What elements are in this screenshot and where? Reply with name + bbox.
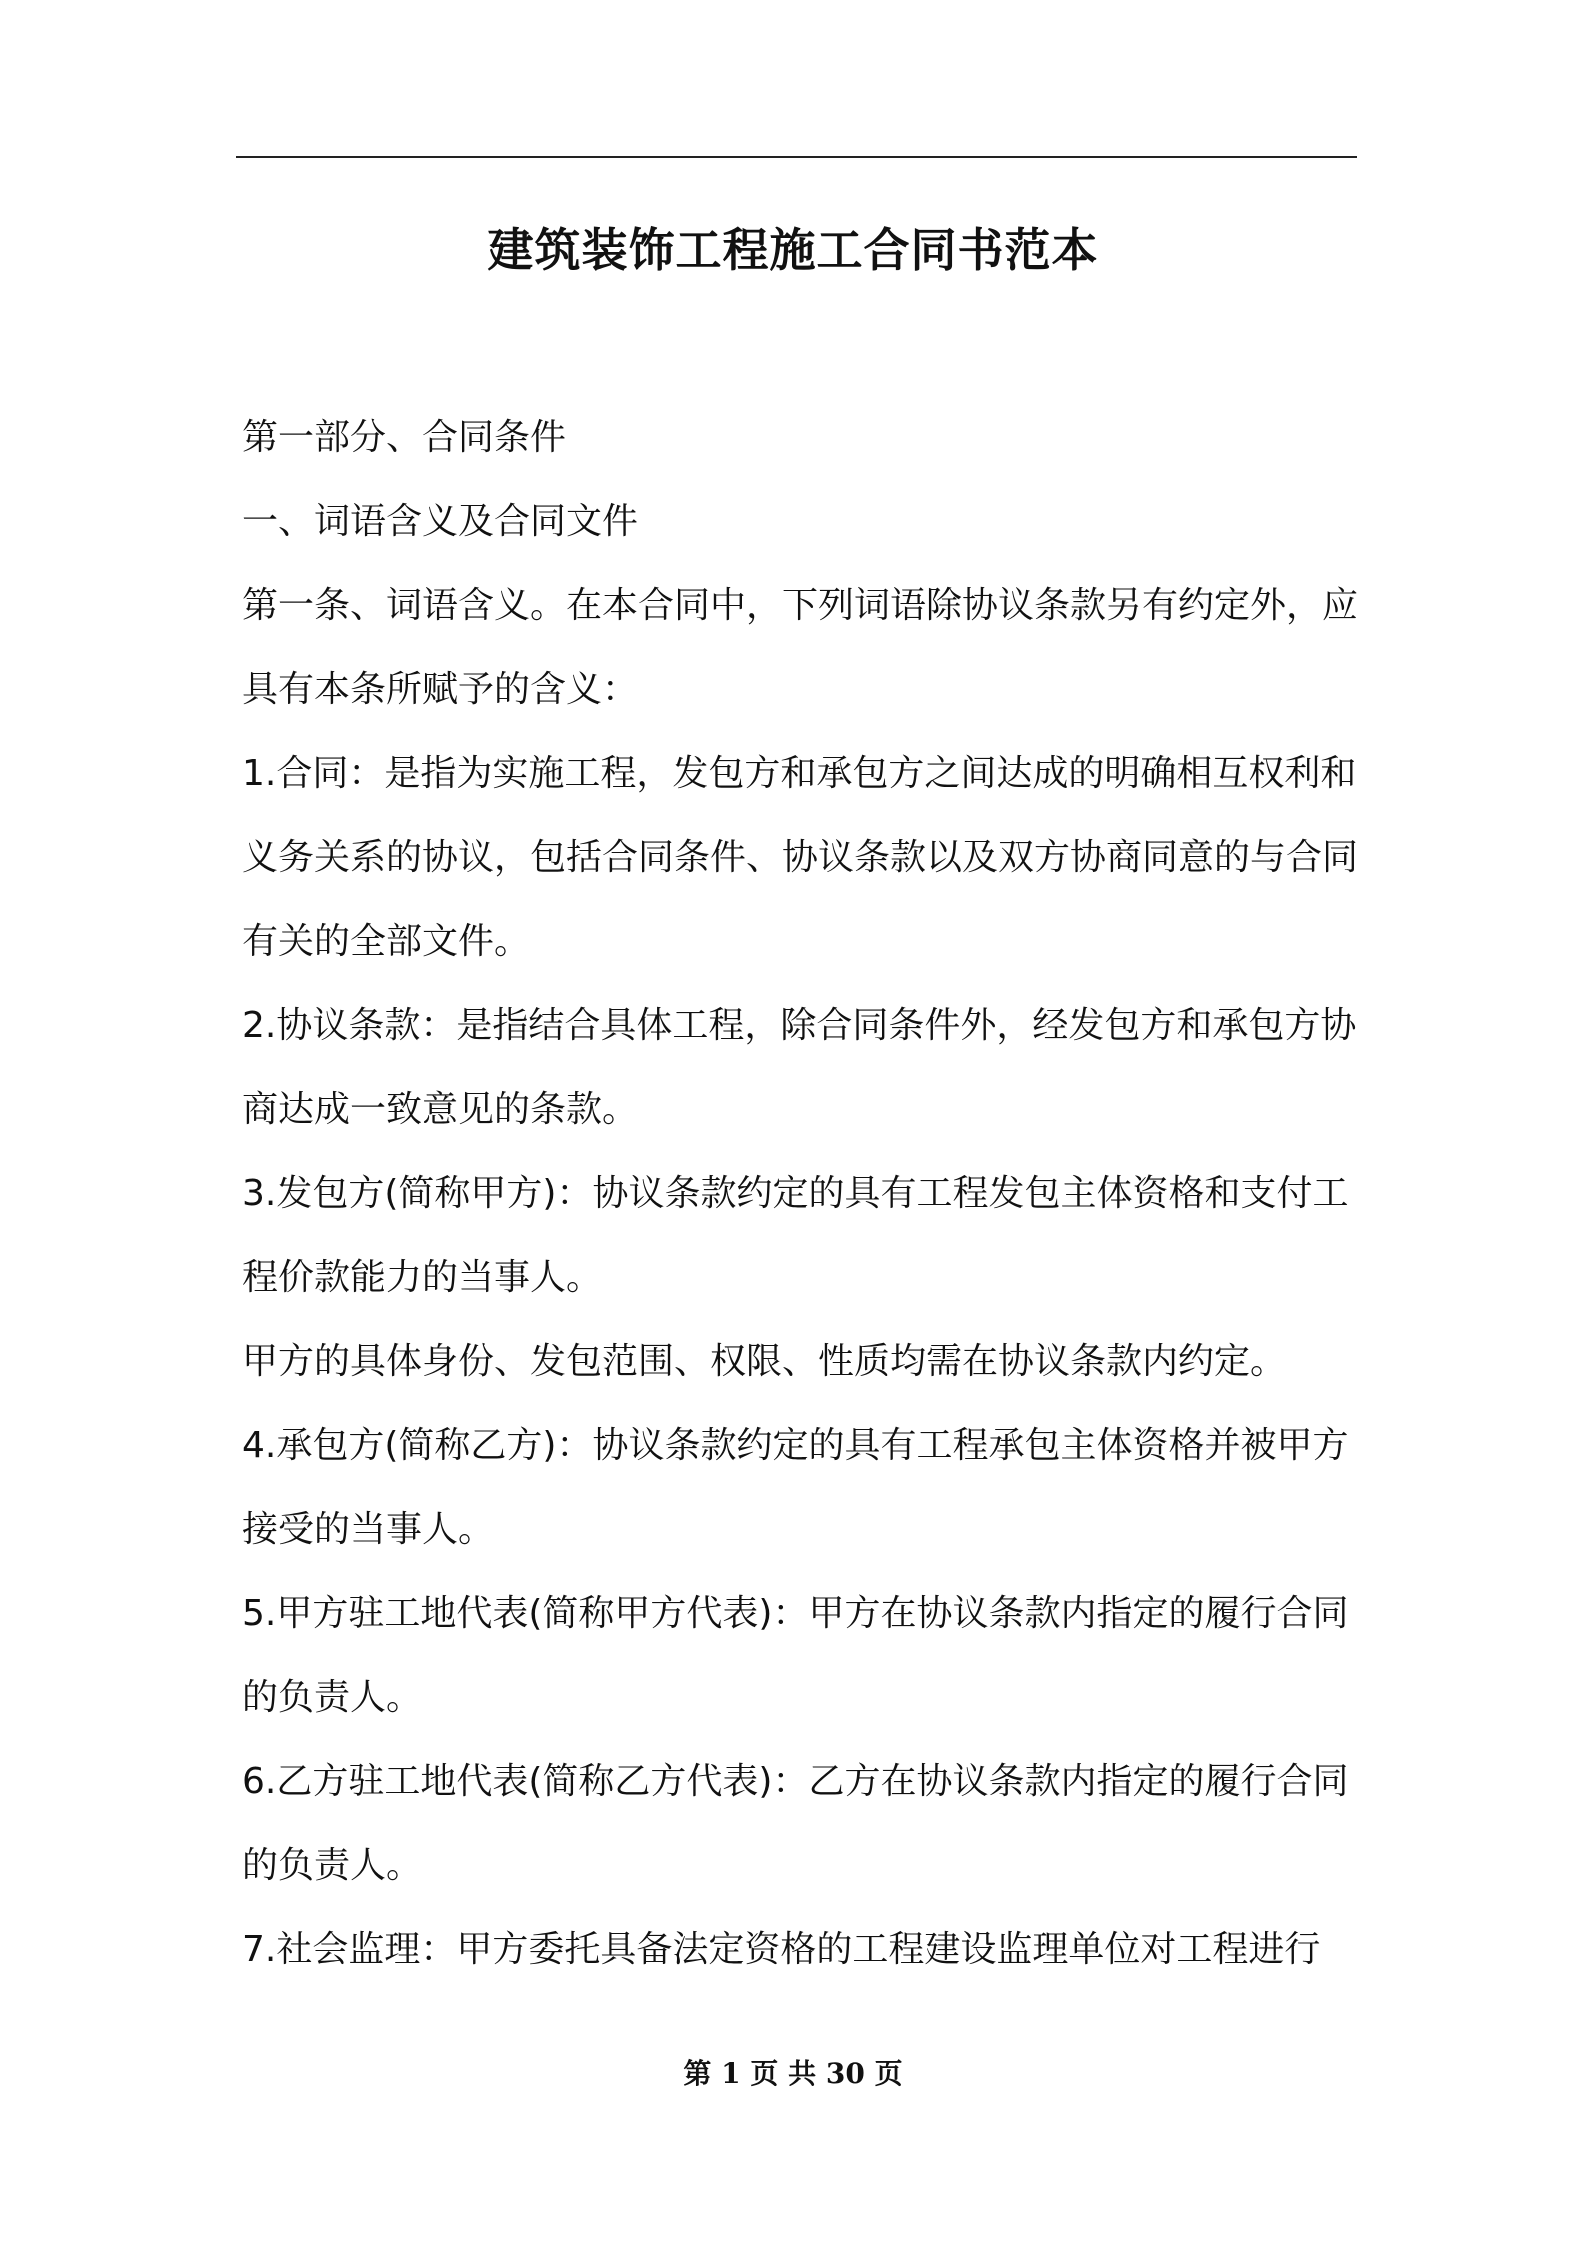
definition-item: 6.乙方驻工地代表(简称乙方代表)：乙方在协议条款内指定的履行合同的负责人。 [242, 1761, 1349, 1886]
definition-item: 7.社会监理：甲方委托具备法定资格的工程建设监理单位对工程进行 [242, 1929, 1321, 1970]
document-title: 建筑装饰工程施工合同书范本 [487, 223, 1099, 277]
definition-item: 1.合同：是指为实施工程，发包方和承包方之间达成的明确相互权利和义务关系的协议，包括合同条件、协议条款以及双方协商同意的与合同有关的全部文件。 [242, 753, 1359, 962]
definition-item: 5.甲方驻工地代表(简称甲方代表)：甲方在协议条款内指定的履行合同的负责人。 [242, 1593, 1349, 1718]
definition-note: 甲方的具体身份、发包范围、权限、性质均需在协议条款内约定。 [242, 1341, 1287, 1382]
page-number-footer: 第 1 页 共 30 页 [683, 2057, 903, 2090]
definition-item: 4.承包方(简称乙方)：协议条款约定的具有工程承包主体资格并被甲方接受的当事人。 [242, 1425, 1349, 1550]
definition-item: 3.发包方(简称甲方)：协议条款约定的具有工程发包主体资格和支付工程价款能力的当事人。 [242, 1173, 1349, 1298]
subsection-heading: 一、词语含义及合同文件 [242, 501, 639, 542]
section-heading: 第一部分、合同条件 [242, 417, 567, 458]
definition-item: 2.协议条款：是指结合具体工程，除合同条件外，经发包方和承包方协商达成一致意见的条款。 [242, 1005, 1357, 1130]
document-body [242, 396, 1358, 1992]
article-paragraph: 第一条、词语含义。在本合同中，下列词语除协议条款另有约定外，应具有本条所赋予的含义： [242, 585, 1359, 710]
header-rule [236, 156, 1357, 158]
